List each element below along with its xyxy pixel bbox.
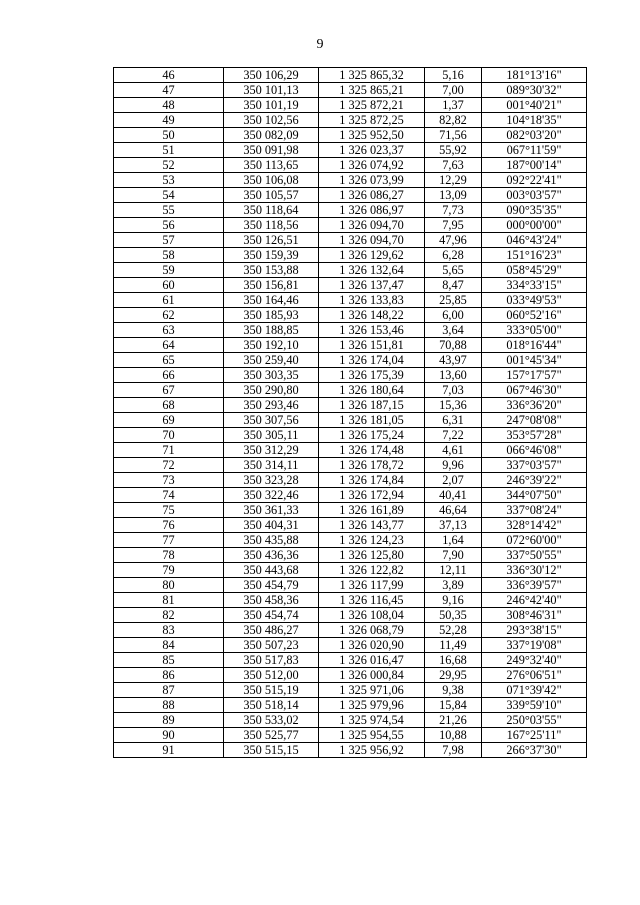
point-number-cell: 52 [114,158,224,173]
x-coordinate-cell: 350 118,56 [224,218,319,233]
bearing-cell: 000°00'00" [482,218,587,233]
table-row [114,458,587,473]
x-coordinate-cell: 350 188,85 [224,323,319,338]
y-coordinate-cell: 1 326 129,62 [319,248,425,263]
y-coordinate-cell: 1 326 143,77 [319,518,425,533]
y-coordinate-cell: 1 325 865,21 [319,83,425,98]
y-coordinate-cell: 1 326 187,15 [319,398,425,413]
distance-cell: 6,00 [425,308,482,323]
x-coordinate-cell: 350 303,35 [224,368,319,383]
distance-cell: 47,96 [425,233,482,248]
x-coordinate-cell: 350 323,28 [224,473,319,488]
bearing-cell: 066°46'08" [482,443,587,458]
y-coordinate-cell: 1 326 174,48 [319,443,425,458]
point-number-cell: 65 [114,353,224,368]
x-coordinate-cell: 350 105,57 [224,188,319,203]
table-row [114,98,587,113]
bearing-cell: 276°06'51" [482,668,587,683]
bearing-cell: 001°40'21" [482,98,587,113]
bearing-cell: 336°30'12" [482,563,587,578]
point-number-cell: 49 [114,113,224,128]
table-row [114,83,587,98]
bearing-cell: 181°13'16" [482,68,587,83]
table-row [114,383,587,398]
y-coordinate-cell: 1 325 865,32 [319,68,425,83]
point-number-cell: 85 [114,653,224,668]
bearing-cell: 337°08'24" [482,503,587,518]
y-coordinate-cell: 1 326 086,27 [319,188,425,203]
table-row [114,128,587,143]
x-coordinate-cell: 350 185,93 [224,308,319,323]
table-row [114,143,587,158]
table-row [114,368,587,383]
table-row [114,113,587,128]
point-number-cell: 90 [114,728,224,743]
table-row [114,698,587,713]
table-row [114,443,587,458]
point-number-cell: 78 [114,548,224,563]
x-coordinate-cell: 350 091,98 [224,143,319,158]
x-coordinate-cell: 350 113,65 [224,158,319,173]
distance-cell: 12,11 [425,563,482,578]
point-number-cell: 46 [114,68,224,83]
point-number-cell: 84 [114,638,224,653]
x-coordinate-cell: 350 290,80 [224,383,319,398]
point-number-cell: 73 [114,473,224,488]
y-coordinate-cell: 1 326 132,64 [319,263,425,278]
y-coordinate-cell: 1 326 068,79 [319,623,425,638]
table-row [114,353,587,368]
y-coordinate-cell: 1 326 181,05 [319,413,425,428]
y-coordinate-cell: 1 326 175,24 [319,428,425,443]
x-coordinate-cell: 350 454,74 [224,608,319,623]
distance-cell: 46,64 [425,503,482,518]
y-coordinate-cell: 1 326 151,81 [319,338,425,353]
table-row [114,743,587,758]
table-row [114,638,587,653]
x-coordinate-cell: 350 106,29 [224,68,319,83]
y-coordinate-cell: 1 326 094,70 [319,233,425,248]
bearing-cell: 018°16'44" [482,338,587,353]
bearing-cell: 071°39'42" [482,683,587,698]
bearing-cell: 067°46'30" [482,383,587,398]
distance-cell: 21,26 [425,713,482,728]
table-row [114,203,587,218]
bearing-cell: 246°39'22" [482,473,587,488]
bearing-cell: 328°14'42" [482,518,587,533]
bearing-cell: 308°46'31" [482,608,587,623]
distance-cell: 40,41 [425,488,482,503]
x-coordinate-cell: 350 322,46 [224,488,319,503]
point-number-cell: 55 [114,203,224,218]
x-coordinate-cell: 350 443,68 [224,563,319,578]
point-number-cell: 61 [114,293,224,308]
distance-cell: 37,13 [425,518,482,533]
point-number-cell: 54 [114,188,224,203]
bearing-cell: 167°25'11" [482,728,587,743]
table-body [114,68,587,758]
bearing-cell: 336°36'20" [482,398,587,413]
x-coordinate-cell: 350 314,11 [224,458,319,473]
table-row [114,593,587,608]
y-coordinate-cell: 1 325 974,54 [319,713,425,728]
table-row [114,158,587,173]
point-number-cell: 50 [114,128,224,143]
x-coordinate-cell: 350 126,51 [224,233,319,248]
x-coordinate-cell: 350 102,56 [224,113,319,128]
y-coordinate-cell: 1 326 133,83 [319,293,425,308]
x-coordinate-cell: 350 533,02 [224,713,319,728]
x-coordinate-cell: 350 458,36 [224,593,319,608]
distance-cell: 8,47 [425,278,482,293]
point-number-cell: 91 [114,743,224,758]
x-coordinate-cell: 350 512,00 [224,668,319,683]
bearing-cell: 339°59'10" [482,698,587,713]
distance-cell: 12,29 [425,173,482,188]
y-coordinate-cell: 1 326 180,64 [319,383,425,398]
table-row [114,488,587,503]
bearing-cell: 067°11'59" [482,143,587,158]
bearing-cell: 353°57'28" [482,428,587,443]
table-row [114,188,587,203]
distance-cell: 16,68 [425,653,482,668]
point-number-cell: 82 [114,608,224,623]
x-coordinate-cell: 350 153,88 [224,263,319,278]
distance-cell: 7,90 [425,548,482,563]
y-coordinate-cell: 1 325 979,96 [319,698,425,713]
point-number-cell: 51 [114,143,224,158]
y-coordinate-cell: 1 325 954,55 [319,728,425,743]
bearing-cell: 337°50'55" [482,548,587,563]
y-coordinate-cell: 1 325 971,06 [319,683,425,698]
bearing-cell: 333°05'00" [482,323,587,338]
distance-cell: 3,64 [425,323,482,338]
point-number-cell: 53 [114,173,224,188]
table-row [114,728,587,743]
point-number-cell: 74 [114,488,224,503]
distance-cell: 13,60 [425,368,482,383]
table-row [114,413,587,428]
x-coordinate-cell: 350 101,19 [224,98,319,113]
distance-cell: 70,88 [425,338,482,353]
bearing-cell: 072°60'00" [482,533,587,548]
distance-cell: 43,97 [425,353,482,368]
x-coordinate-cell: 350 454,79 [224,578,319,593]
bearing-cell: 033°49'53" [482,293,587,308]
point-number-cell: 47 [114,83,224,98]
table-row [114,398,587,413]
distance-cell: 2,07 [425,473,482,488]
x-coordinate-cell: 350 515,15 [224,743,319,758]
bearing-cell: 334°33'15" [482,278,587,293]
distance-cell: 5,16 [425,68,482,83]
x-coordinate-cell: 350 515,19 [224,683,319,698]
page-number: 9 [316,37,324,52]
y-coordinate-cell: 1 326 108,04 [319,608,425,623]
y-coordinate-cell: 1 326 172,94 [319,488,425,503]
distance-cell: 52,28 [425,623,482,638]
point-number-cell: 60 [114,278,224,293]
bearing-cell: 157°17'57" [482,368,587,383]
point-number-cell: 80 [114,578,224,593]
distance-cell: 7,95 [425,218,482,233]
y-coordinate-cell: 1 326 094,70 [319,218,425,233]
x-coordinate-cell: 350 082,09 [224,128,319,143]
point-number-cell: 75 [114,503,224,518]
point-number-cell: 81 [114,593,224,608]
point-number-cell: 58 [114,248,224,263]
bearing-cell: 046°43'24" [482,233,587,248]
y-coordinate-cell: 1 326 116,45 [319,593,425,608]
distance-cell: 50,35 [425,608,482,623]
distance-cell: 7,03 [425,383,482,398]
distance-cell: 7,63 [425,158,482,173]
x-coordinate-cell: 350 404,31 [224,518,319,533]
y-coordinate-cell: 1 326 137,47 [319,278,425,293]
distance-cell: 7,73 [425,203,482,218]
bearing-cell: 058°45'29" [482,263,587,278]
x-coordinate-cell: 350 486,27 [224,623,319,638]
y-coordinate-cell: 1 326 174,04 [319,353,425,368]
bearing-cell: 336°39'57" [482,578,587,593]
point-number-cell: 76 [114,518,224,533]
table-row [114,578,587,593]
table-row [114,68,587,83]
y-coordinate-cell: 1 325 956,92 [319,743,425,758]
table-row [114,278,587,293]
point-number-cell: 71 [114,443,224,458]
bearing-cell: 337°03'57" [482,458,587,473]
point-number-cell: 88 [114,698,224,713]
table-row [114,218,587,233]
bearing-cell: 187°00'14" [482,158,587,173]
table-row [114,473,587,488]
point-number-cell: 62 [114,308,224,323]
table-row [114,173,587,188]
bearing-cell: 104°18'35" [482,113,587,128]
bearing-cell: 250°03'55" [482,713,587,728]
x-coordinate-cell: 350 159,39 [224,248,319,263]
distance-cell: 11,49 [425,638,482,653]
x-coordinate-cell: 350 361,33 [224,503,319,518]
distance-cell: 5,65 [425,263,482,278]
bearing-cell: 247°08'08" [482,413,587,428]
distance-cell: 9,96 [425,458,482,473]
point-number-cell: 77 [114,533,224,548]
x-coordinate-cell: 350 293,46 [224,398,319,413]
point-number-cell: 67 [114,383,224,398]
y-coordinate-cell: 1 326 125,80 [319,548,425,563]
bearing-cell: 001°45'34" [482,353,587,368]
table-row [114,428,587,443]
y-coordinate-cell: 1 326 023,37 [319,143,425,158]
distance-cell: 9,16 [425,593,482,608]
distance-cell: 1,37 [425,98,482,113]
y-coordinate-cell: 1 326 020,90 [319,638,425,653]
y-coordinate-cell: 1 326 000,84 [319,668,425,683]
point-number-cell: 56 [114,218,224,233]
table-row [114,623,587,638]
x-coordinate-cell: 350 436,36 [224,548,319,563]
table-row [114,263,587,278]
y-coordinate-cell: 1 326 074,92 [319,158,425,173]
x-coordinate-cell: 350 106,08 [224,173,319,188]
x-coordinate-cell: 350 517,83 [224,653,319,668]
bearing-cell: 082°03'20" [482,128,587,143]
point-number-cell: 64 [114,338,224,353]
table-row [114,653,587,668]
distance-cell: 3,89 [425,578,482,593]
table-row [114,533,587,548]
bearing-cell: 060°52'16" [482,308,587,323]
bearing-cell: 089°30'32" [482,83,587,98]
table-row [114,338,587,353]
point-number-cell: 87 [114,683,224,698]
distance-cell: 55,92 [425,143,482,158]
x-coordinate-cell: 350 312,29 [224,443,319,458]
x-coordinate-cell: 350 435,88 [224,533,319,548]
distance-cell: 13,09 [425,188,482,203]
y-coordinate-cell: 1 326 073,99 [319,173,425,188]
bearing-cell: 092°22'41" [482,173,587,188]
distance-cell: 15,84 [425,698,482,713]
x-coordinate-cell: 350 101,13 [224,83,319,98]
x-coordinate-cell: 350 118,64 [224,203,319,218]
distance-cell: 4,61 [425,443,482,458]
bearing-cell: 337°19'08" [482,638,587,653]
bearing-cell: 003°03'57" [482,188,587,203]
table-row [114,668,587,683]
y-coordinate-cell: 1 326 175,39 [319,368,425,383]
table-row [114,713,587,728]
x-coordinate-cell: 350 192,10 [224,338,319,353]
point-number-cell: 79 [114,563,224,578]
table-row [114,518,587,533]
table-row [114,548,587,563]
y-coordinate-cell: 1 326 124,23 [319,533,425,548]
point-number-cell: 57 [114,233,224,248]
table-row [114,563,587,578]
y-coordinate-cell: 1 326 122,82 [319,563,425,578]
bearing-cell: 090°35'35" [482,203,587,218]
y-coordinate-cell: 1 325 872,21 [319,98,425,113]
y-coordinate-cell: 1 326 016,47 [319,653,425,668]
distance-cell: 7,00 [425,83,482,98]
point-number-cell: 70 [114,428,224,443]
y-coordinate-cell: 1 326 148,22 [319,308,425,323]
point-number-cell: 83 [114,623,224,638]
x-coordinate-cell: 350 525,77 [224,728,319,743]
table-row [114,293,587,308]
table-row [114,683,587,698]
x-coordinate-cell: 350 518,14 [224,698,319,713]
x-coordinate-cell: 350 305,11 [224,428,319,443]
x-coordinate-cell: 350 259,40 [224,353,319,368]
point-number-cell: 59 [114,263,224,278]
table-row [114,233,587,248]
y-coordinate-cell: 1 326 161,89 [319,503,425,518]
point-number-cell: 86 [114,668,224,683]
distance-cell: 25,85 [425,293,482,308]
bearing-cell: 249°32'40" [482,653,587,668]
table-row [114,248,587,263]
distance-cell: 7,98 [425,743,482,758]
distance-cell: 15,36 [425,398,482,413]
table-row [114,503,587,518]
x-coordinate-cell: 350 164,46 [224,293,319,308]
point-number-cell: 63 [114,323,224,338]
distance-cell: 7,22 [425,428,482,443]
bearing-cell: 246°42'40" [482,593,587,608]
point-number-cell: 66 [114,368,224,383]
bearing-cell: 293°38'15" [482,623,587,638]
y-coordinate-cell: 1 325 872,25 [319,113,425,128]
distance-cell: 71,56 [425,128,482,143]
coordinates-table [113,67,587,758]
table-row [114,608,587,623]
distance-cell: 82,82 [425,113,482,128]
y-coordinate-cell: 1 326 153,46 [319,323,425,338]
y-coordinate-cell: 1 326 174,84 [319,473,425,488]
x-coordinate-cell: 350 156,81 [224,278,319,293]
bearing-cell: 151°16'23" [482,248,587,263]
bearing-cell: 266°37'30" [482,743,587,758]
bearing-cell: 344°07'50" [482,488,587,503]
point-number-cell: 68 [114,398,224,413]
y-coordinate-cell: 1 326 117,99 [319,578,425,593]
table-row [114,308,587,323]
point-number-cell: 69 [114,413,224,428]
point-number-cell: 72 [114,458,224,473]
distance-cell: 10,88 [425,728,482,743]
table-row [114,323,587,338]
distance-cell: 1,64 [425,533,482,548]
y-coordinate-cell: 1 325 952,50 [319,128,425,143]
distance-cell: 29,95 [425,668,482,683]
distance-cell: 9,38 [425,683,482,698]
point-number-cell: 48 [114,98,224,113]
distance-cell: 6,28 [425,248,482,263]
x-coordinate-cell: 350 307,56 [224,413,319,428]
distance-cell: 6,31 [425,413,482,428]
point-number-cell: 89 [114,713,224,728]
y-coordinate-cell: 1 326 086,97 [319,203,425,218]
y-coordinate-cell: 1 326 178,72 [319,458,425,473]
x-coordinate-cell: 350 507,23 [224,638,319,653]
